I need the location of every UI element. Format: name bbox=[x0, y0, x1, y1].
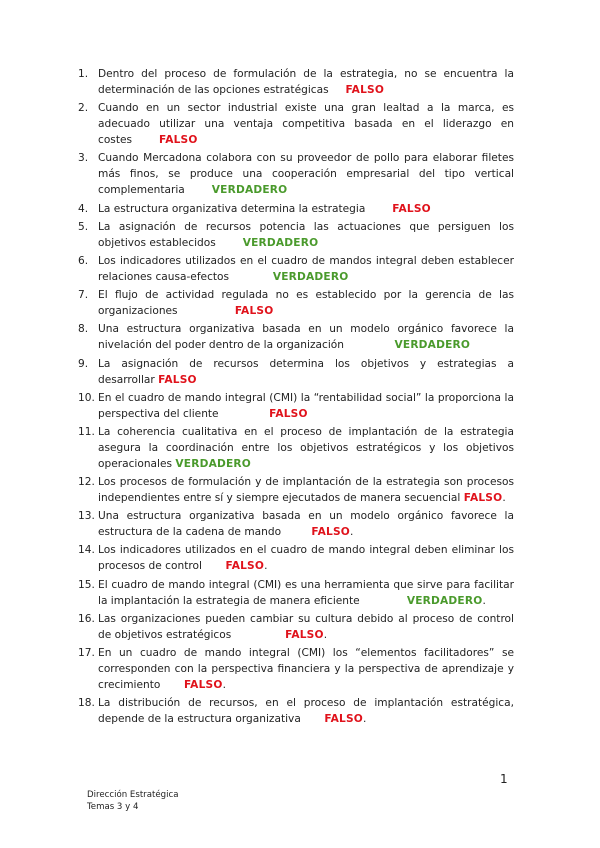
question-text: Los procesos de formulación y de implantación de la estrategia son procesos independientes entre sí y siempre ejecutados de manera secuencial bbox=[98, 476, 514, 505]
question-item bbox=[78, 542, 514, 574]
question-item bbox=[78, 474, 514, 506]
question-number: 12. bbox=[78, 476, 95, 489]
answer-badge: FALSO bbox=[285, 628, 324, 641]
question-text: La asignación de recursos potencia las actuaciones que persiguen los objetivos establecidos bbox=[98, 220, 514, 249]
question-number: 8. bbox=[78, 323, 89, 336]
question-item bbox=[78, 201, 514, 217]
page-number: 1 bbox=[500, 772, 508, 786]
answer-badge: FALSO bbox=[324, 713, 364, 726]
question-text: Los indicadores utilizados en el cuadro de mando integral deben eliminar los procesos de control bbox=[98, 544, 514, 573]
answer-badge: VERDADERO bbox=[394, 339, 471, 352]
question-number: 3. bbox=[78, 152, 89, 165]
answer-badge: VERDADERO bbox=[242, 236, 319, 249]
answer-badge: FALSO bbox=[269, 407, 308, 420]
answer-badge: FALSO bbox=[158, 134, 198, 147]
answer-badge: FALSO bbox=[183, 679, 223, 691]
question-number: 10. bbox=[78, 391, 95, 404]
question-number: 7. bbox=[78, 289, 89, 302]
answer-badge: VERDADERO bbox=[175, 457, 251, 470]
question-item bbox=[78, 577, 514, 609]
question-item bbox=[78, 424, 514, 472]
question-item bbox=[78, 356, 514, 388]
question-item bbox=[78, 100, 514, 148]
question-text: Las organizaciones pueden cambiar su cultura debido al proceso de control de objetivos estratégicos bbox=[98, 612, 514, 641]
question-list bbox=[78, 66, 514, 729]
answer-badge: VERDADERO bbox=[272, 270, 349, 283]
question-text: Una estructura organizativa basada en un modelo orgánico favorece la nivelación del poder dentro de la organización bbox=[98, 323, 514, 352]
answer-period: . bbox=[264, 560, 268, 573]
question-number: 6. bbox=[78, 254, 89, 267]
question-text: La estructura organizativa determina la estrategia bbox=[98, 202, 366, 215]
question-number: 5. bbox=[78, 220, 89, 233]
question-text: Los indicadores utilizados en el cuadro de mandos integral deben establecer relaciones causa-efectos bbox=[98, 254, 514, 283]
footer-course: Dirección Estratégica bbox=[87, 790, 179, 800]
question-item bbox=[78, 150, 514, 198]
question-item bbox=[78, 390, 514, 422]
question-item bbox=[78, 253, 514, 285]
question-number: 18. bbox=[78, 697, 95, 710]
question-text: Dentro del proceso de formulación de la estrategia, no se encuentra la determinación de las opciones estratégicas bbox=[98, 68, 514, 96]
question-item bbox=[78, 695, 514, 727]
question-text: Cuando en un sector industrial existe una gran lealtad a la marca, es adecuado utilizar una ventaja competitiva basada en el liderazgo en costes bbox=[98, 102, 514, 147]
answer-badge: FALSO bbox=[311, 526, 350, 539]
answer-badge: FALSO bbox=[234, 305, 274, 318]
question-text: El cuadro de mando integral (CMI) es una herramienta que sirve para facilitar la implantación la estrategia de manera eficiente bbox=[98, 578, 514, 607]
question-number: 14. bbox=[78, 544, 95, 557]
question-number: 2. bbox=[78, 102, 89, 115]
question-number: 16. bbox=[78, 612, 95, 625]
question-number: 15. bbox=[78, 578, 95, 591]
question-item bbox=[78, 645, 514, 693]
question-item bbox=[78, 287, 514, 319]
answer-period: . bbox=[323, 628, 328, 641]
answer-period: . bbox=[363, 713, 367, 726]
answer-period: . bbox=[482, 594, 486, 607]
question-item bbox=[78, 508, 514, 540]
answer-badge: VERDADERO bbox=[406, 594, 483, 607]
question-item bbox=[78, 321, 514, 353]
question-text: Cuando Mercadona colabora con su proveedor de pollo para elaborar filetes más finos, se produce una cooperación empresarial del tipo vertical complementaria bbox=[98, 152, 514, 197]
question-text: En el cuadro de mando integral (CMI) la “rentabilidad social” la proporciona la perspectiva del cliente bbox=[98, 391, 514, 420]
question-text: En un cuadro de mando integral (CMI) los “elementos facilitadores” se corresponden con la perspectiva financiera y la perspectiva de aprendizaje y crecimiento bbox=[98, 647, 514, 691]
question-text: La coherencia cualitativa en el proceso de implantación de la estrategia asegura la coordinación entre los objetivos estratégicos y los objetivos operacionales bbox=[98, 425, 514, 470]
question-number: 11. bbox=[78, 425, 95, 438]
answer-period: . bbox=[502, 492, 506, 505]
answer-badge: FALSO bbox=[345, 84, 385, 96]
question-text: La distribución de recursos, en el proceso de implantación estratégica, depende de la estructura organizativa bbox=[98, 697, 514, 726]
question-number: 9. bbox=[78, 357, 89, 370]
question-text: La asignación de recursos determina los objetivos y estrategias a desarrollar bbox=[98, 357, 514, 386]
answer-badge: FALSO bbox=[392, 202, 431, 215]
question-item bbox=[78, 66, 514, 98]
footer bbox=[87, 789, 178, 813]
question-number: 17. bbox=[78, 647, 95, 659]
question-number: 13. bbox=[78, 510, 95, 523]
question-text: El flujo de actividad regulada no es establecido por la gerencia de las organizaciones bbox=[98, 289, 514, 318]
question-item bbox=[78, 219, 514, 251]
answer-badge: FALSO bbox=[158, 373, 197, 386]
answer-period: . bbox=[349, 526, 354, 539]
answer-badge: FALSO bbox=[225, 560, 265, 573]
question-item bbox=[78, 611, 514, 643]
footer-topics: Temas 3 y 4 bbox=[87, 802, 139, 812]
question-text: Una estructura organizativa basada en un modelo orgánico favorece la estructura de la cadena de mando bbox=[98, 510, 514, 539]
question-number: 4. bbox=[78, 202, 89, 215]
answer-badge: VERDADERO bbox=[211, 184, 288, 197]
question-number: 1. bbox=[78, 68, 89, 80]
answer-badge: FALSO bbox=[463, 492, 503, 505]
answer-period: . bbox=[222, 679, 226, 691]
